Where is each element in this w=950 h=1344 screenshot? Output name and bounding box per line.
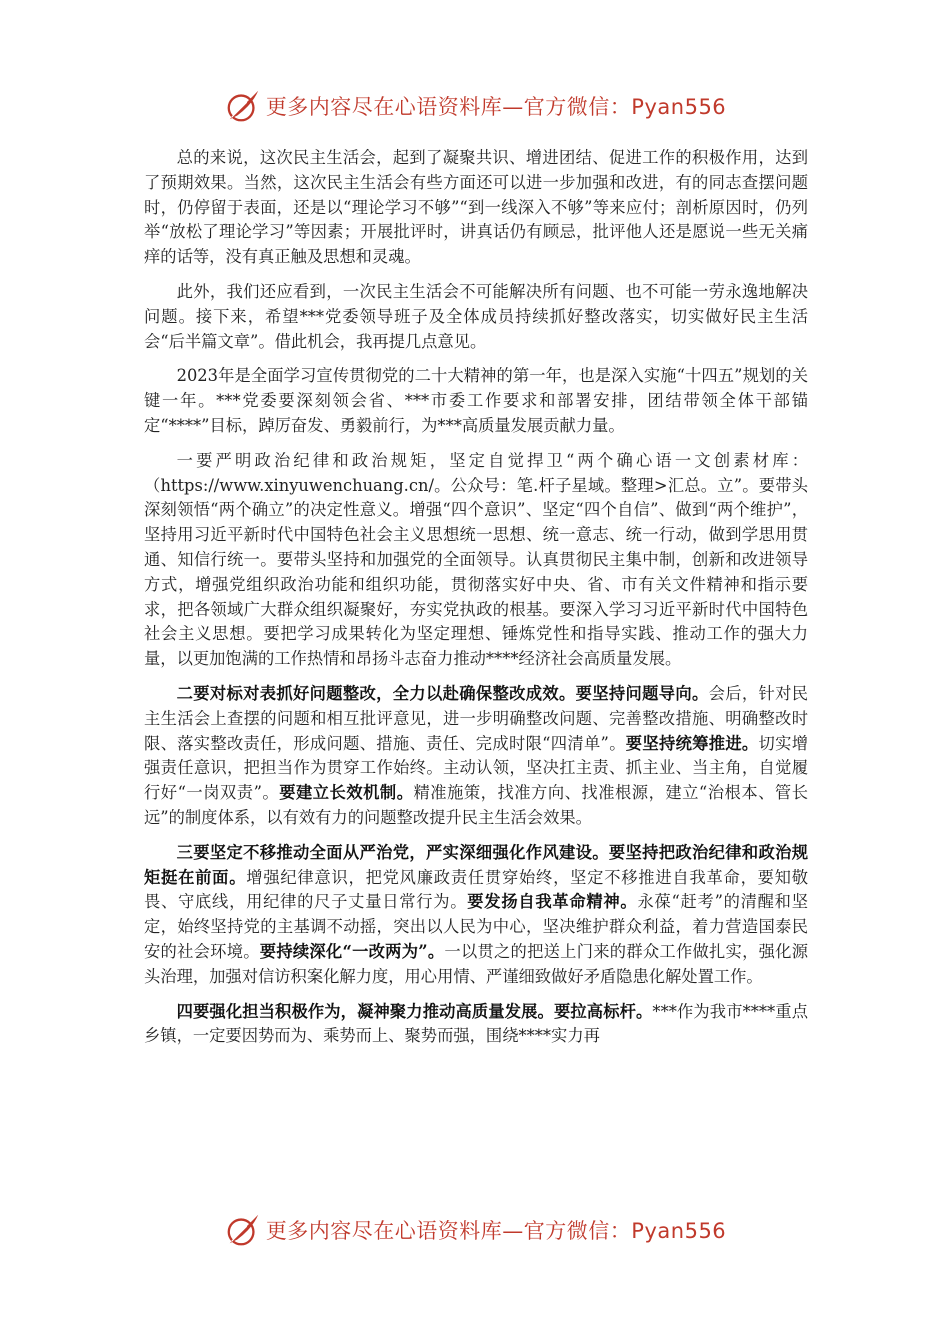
bold-heading-text: 要发扬自我革命精神。 — [467, 892, 638, 912]
body-text: 增强纪律意识，把党风廉政责任贯穿始终，坚定不移推进自我革命，要知敬畏、守底线，用纪律的尺子丈量日常行为。 — [144, 867, 808, 912]
bold-heading-text: 二要对标对表抓好问题整改，全力以赴确保整改成效。要坚持问题导向。 — [176, 683, 709, 703]
bold-heading-text: 四要强化担当积极作为，凝神聚力推动高质量发展。要拉高标杆。 — [176, 1001, 653, 1021]
quill-logo-icon — [224, 87, 262, 125]
body-text: 总的来说，这次民主生活会，起到了凝聚共识、增进团结、促进工作的积极作用，达到了预期效果。当然，这次民主生活会有些方面还可以进一步加强和改进，有的同志查摆问题时，仍停留于表面，还是以“理论学习不够”“到一线深入不够”等来应付；剖析原因时，仍列举“放松了理论学习”等因素；开展批评时，讲真话仍有顾忌，批评他人还是愿说一些无关痛痒的话等，没有真正触及思想和灵魂。 — [144, 148, 808, 267]
bold-heading-text: 要持续深化“一改两为”。 — [259, 941, 445, 961]
paragraph — [144, 1000, 808, 1050]
watermark-banner-top — [0, 84, 950, 128]
paragraph — [144, 280, 808, 354]
paragraph — [144, 364, 808, 438]
banner-text: 更多内容尽在心语资料库—官方微信：Pyan556 — [265, 95, 727, 119]
paragraph — [144, 449, 808, 672]
body-text: 会后，针对民主生活会上查摆的问题和相互批评意见，进一步明确整改问题、完善整改措施、明确整改时限、落实整改责任，形成问题、措施、责任、完成时限“四清单”。 — [144, 683, 808, 753]
watermark-banner-bottom — [0, 1208, 950, 1252]
quill-logo-icon — [224, 1211, 262, 1249]
bold-heading-text: 要坚持统筹推进。 — [625, 733, 759, 753]
paragraph — [144, 682, 808, 831]
body-text: 此外，我们还应看到，一次民主生活会不可能解决所有问题、也不可能一劳永逸地解决问题。接下来，希望***党委领导班子及全体成员持续抓好整改落实，切实做好民主生活会“后半篇文章”。借此机会，我再提几点意见。 — [144, 281, 808, 351]
paragraph — [144, 146, 808, 270]
body-text: 2023年是全面学习宣传贯彻党的二十大精神的第一年，也是深入实施“十四五”规划的关键一年。***党委要深刻领会省、***市委工作要求和部署安排，团结带领全体干部锚定“****”目标，踔厉奋发、勇毅前行，为***高质量发展贡献力量。 — [144, 366, 808, 435]
bold-heading-text: 要建立长效机制。 — [279, 783, 414, 803]
body-text: ***作为我市****重点乡镇，一定要因势而为、乘势而上、聚势而强，围绕****实力再 — [144, 1001, 808, 1046]
body-text: 永葆“赶考”的清醒和坚定，始终坚持党的主基调不动摇，突出以人民为中心，坚决维护群众利益，着力营造国泰民安的社会环境。 — [144, 892, 808, 961]
body-text: 一以贯之的把送上门来的群众工作做扎实，强化源头治理，加强对信访积案化解力度，用心用情、严谨细致做好矛盾隐患化解处置工作。 — [144, 941, 808, 986]
paragraph — [144, 841, 808, 990]
document-body — [144, 146, 808, 1059]
body-text: 切实增强责任意识，把担当作为贯穿工作始终。主动认领，坚决扛主责、抓主业、当主角，自觉履行好“一岗双责”。 — [144, 733, 808, 803]
bold-heading-text: 三要坚定不移推动全面从严治党，严实深细强化作风建设。要坚持把政治纪律和政治规矩挺在前面。 — [144, 842, 808, 887]
body-text: 一要严明政治纪律和政治规矩，坚定自觉捍卫“两个确心语一文创素材库：（https://www.xinyuwenchuang.cn/。公众号：笔.杆子星域。整理>汇总。立”。要带头深刻领悟“两个确立”的决定性意义。增强“四个意识”、坚定“四个自信”、做到“两个维护”，坚持用习近平新时代中国特色社会主义思想统一思想、统一意志、统一行动，做到学思用贯通、知信行统一。要带头坚持和加强党的全面领导。认真贯彻民主集中制，创新和改进领导方式，增强党组织政治功能和组织功能，贯彻落实好中央、省、市有关文件精神和指示要求，把各领域广大群众组织凝聚好，夯实党执政的根基。要深入学习习近平新时代中国特色社会主义思想。要把学习成果转化为坚定理想、锤炼党性和指导实践、推动工作的强大力量，以更加饱满的工作热情和昂扬斗志奋力推动****经济社会高质量发展。 — [144, 450, 808, 669]
body-text: 精准施策，找准方向、找准根源，建立“治根本、管长远”的制度体系，以有效有力的问题整改提升民主生活会效果。 — [144, 783, 808, 827]
banner-text: 更多内容尽在心语资料库—官方微信：Pyan556 — [265, 1219, 727, 1243]
